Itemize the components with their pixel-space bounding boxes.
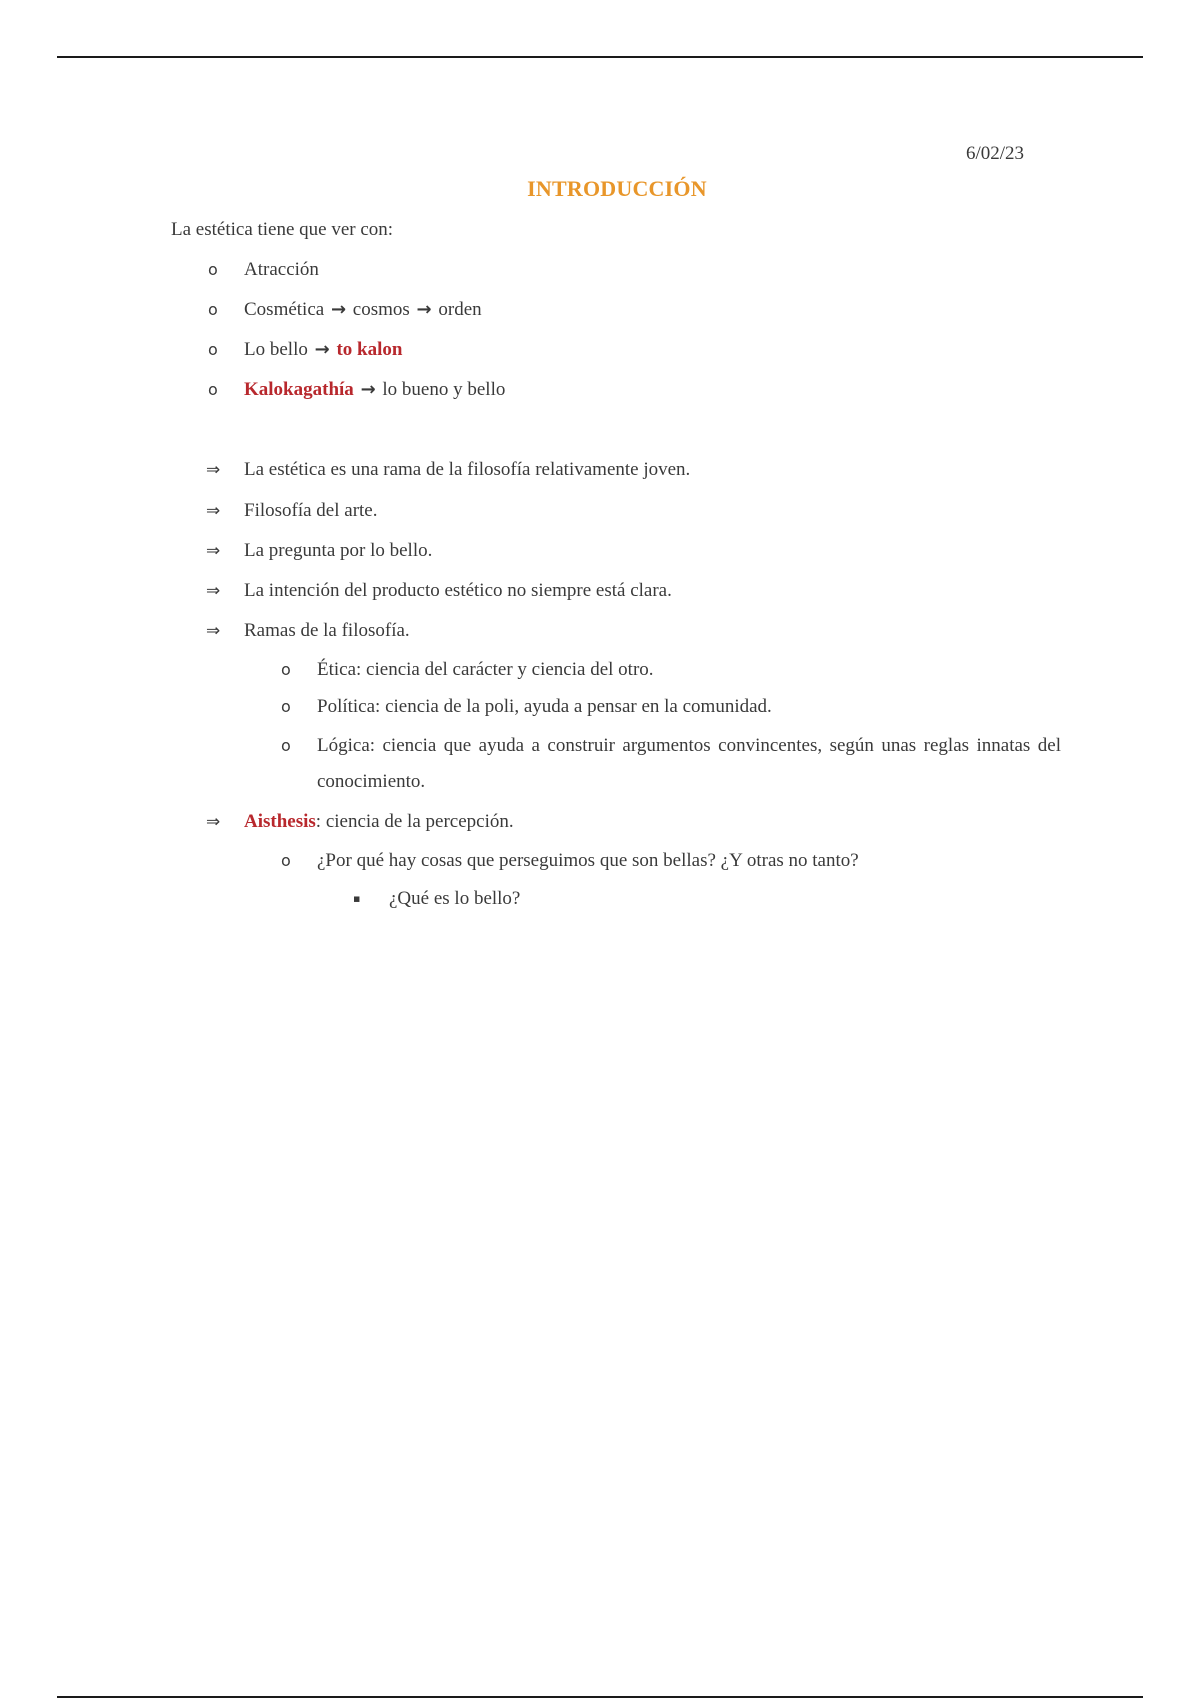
list-item-cosmetica — [244, 298, 482, 322]
term-bueno-bello: lo bueno y bello — [382, 379, 506, 400]
document-title: INTRODUCCIÓN — [527, 176, 707, 201]
question-bellas: ¿Por qué hay cosas que perseguimos que son bellas? ¿Y otras no tanto? — [317, 850, 859, 871]
footer-rule — [57, 1696, 1143, 1698]
rama-logica: Lógica: ciencia que ayuda a construir argumentos convincentes, según unas reglas innatas del conocimiento. — [317, 735, 1061, 792]
circle-bullet-icon: o — [281, 697, 291, 716]
term-kalokagathia: Kalokagathía — [244, 379, 354, 400]
rama-politica: Política: ciencia de la poli, ayuda a pensar en la comunidad. — [317, 696, 772, 717]
document-date: 6/02/23 — [965, 143, 1024, 164]
arrow-item-ramas: Ramas de la filosofía. — [244, 620, 410, 641]
right-arrow-icon: → — [416, 299, 432, 320]
circle-bullet-icon: o — [208, 300, 218, 319]
term-aisthesis: Aisthesis — [244, 811, 316, 832]
circle-bullet-icon: o — [208, 380, 218, 399]
rama-etica: Ética: ciencia del carácter y ciencia del otro. — [317, 659, 654, 680]
term-to-kalon: to kalon — [336, 339, 403, 360]
implies-arrow-icon: ⇒ — [206, 812, 221, 832]
implies-arrow-icon: ⇒ — [206, 460, 221, 480]
right-arrow-icon: → — [314, 339, 330, 360]
implies-arrow-icon: ⇒ — [206, 581, 221, 601]
circle-bullet-icon: o — [281, 851, 291, 870]
term-orden: orden — [438, 299, 482, 320]
header-rule — [57, 56, 1143, 58]
implies-arrow-icon: ⇒ — [206, 501, 221, 521]
circle-bullet-icon: o — [281, 660, 291, 679]
circle-bullet-icon: o — [208, 340, 218, 359]
intro-sentence: La estética tiene que ver con: — [171, 219, 394, 240]
implies-arrow-icon: ⇒ — [206, 541, 221, 561]
arrow-item-filosofia-arte: Filosofía del arte. — [244, 500, 378, 521]
term-cosmetica: Cosmética — [244, 299, 325, 320]
arrow-item-intencion: La intención del producto estético no siempre está clara. — [244, 580, 672, 601]
term-cosmos: cosmos — [352, 299, 410, 320]
list-item-kalokagathia — [244, 378, 505, 402]
arrow-item-rama: La estética es una rama de la filosofía relativamente joven. — [244, 459, 691, 480]
question-lo-bello: ¿Qué es lo bello? — [389, 888, 521, 909]
implies-arrow-icon: ⇒ — [206, 621, 221, 641]
circle-bullet-icon: o — [281, 736, 291, 755]
aisthesis-definition: : ciencia de la percepción. — [315, 811, 514, 832]
right-arrow-icon: → — [360, 379, 376, 400]
circle-bullet-icon: o — [208, 260, 218, 279]
arrow-item-pregunta: La pregunta por lo bello. — [244, 540, 433, 561]
list-item-lo-bello — [244, 338, 402, 362]
right-arrow-icon: → — [330, 299, 347, 320]
square-bullet-icon: ▪ — [353, 892, 361, 905]
arrow-item-aisthesis — [244, 810, 514, 834]
list-item-atraccion: Atracción — [244, 259, 319, 280]
term-lo-bello: Lo bello — [244, 339, 308, 360]
